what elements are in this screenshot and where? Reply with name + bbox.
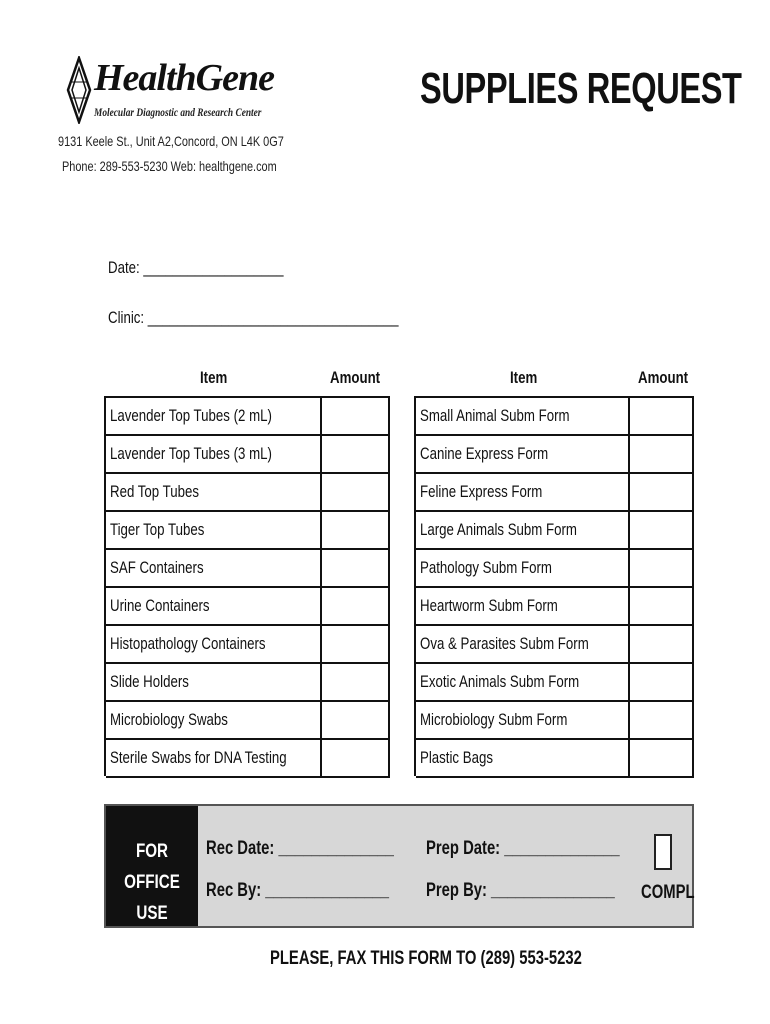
item-label: Ova & Parasites Subm Form: [420, 634, 589, 653]
amount-cell[interactable]: [322, 398, 390, 434]
table-row: [416, 588, 694, 626]
item-label: SAF Containers: [110, 558, 204, 577]
dna-helix-icon: [66, 56, 92, 124]
left-supplies-table: [104, 368, 390, 778]
amount-header: Amount: [330, 368, 381, 387]
amount-cell[interactable]: [322, 474, 390, 510]
rec-by-field[interactable]: Rec By: _______________: [206, 880, 389, 901]
item-cell: [416, 436, 630, 472]
item-cell: [416, 398, 630, 434]
table-row: [106, 664, 390, 702]
amount-cell[interactable]: [630, 474, 694, 510]
right-forms-table: [414, 368, 694, 778]
amount-cell[interactable]: [322, 436, 390, 472]
table-row: [416, 398, 694, 436]
amount-cell[interactable]: [630, 398, 694, 434]
amount-header: Amount: [638, 368, 689, 387]
table-row: [106, 550, 390, 588]
item-label: Microbiology Subm Form: [420, 710, 568, 729]
table-row: [106, 436, 390, 474]
item-label: Plastic Bags: [420, 748, 493, 767]
item-header: Item: [200, 368, 228, 387]
item-cell: [106, 512, 322, 548]
amount-cell[interactable]: [630, 436, 694, 472]
item-cell: [106, 588, 322, 624]
item-cell: [416, 740, 630, 776]
item-cell: [106, 702, 322, 738]
item-cell: [416, 588, 630, 624]
item-cell: [416, 550, 630, 586]
table-row: [106, 474, 390, 512]
amount-cell[interactable]: [630, 550, 694, 586]
address-text: 9131 Keele St., Unit A2,Concord, ON L4K 0G7: [58, 133, 284, 149]
item-label: Feline Express Form: [420, 482, 543, 501]
item-label: Urine Containers: [110, 596, 210, 615]
logo-tagline: Molecular Diagnostic and Research Center: [94, 105, 262, 119]
item-label: Histopathology Containers: [110, 634, 266, 653]
date-field[interactable]: Date: ___________________: [108, 258, 284, 277]
item-cell: [106, 436, 322, 472]
amount-cell[interactable]: [322, 512, 390, 548]
item-label: Sterile Swabs for DNA Testing: [110, 748, 287, 767]
item-label: Small Animal Subm Form: [420, 406, 570, 425]
fax-instruction: PLEASE, FAX THIS FORM TO (289) 553-5232: [270, 948, 582, 969]
table-row: [416, 664, 694, 702]
logo-name: HealthGene: [94, 57, 274, 99]
clinic-field[interactable]: Clinic: __________________________________: [108, 308, 399, 327]
table-row: [106, 398, 390, 436]
item-cell: [106, 626, 322, 662]
item-label: Exotic Animals Subm Form: [420, 672, 580, 691]
item-label: Canine Express Form: [420, 444, 549, 463]
item-label: Lavender Top Tubes (3 mL): [110, 444, 272, 463]
item-label: Microbiology Swabs: [110, 710, 228, 729]
compl-checkbox[interactable]: [654, 834, 672, 870]
table-row: [106, 626, 390, 664]
page-title: SUPPLIES REQUEST: [420, 64, 742, 113]
item-label: Slide Holders: [110, 672, 189, 691]
prep-by-field[interactable]: Prep By: _______________: [426, 880, 615, 901]
item-cell: [416, 512, 630, 548]
item-label: Heartworm Subm Form: [420, 596, 558, 615]
table-row: [416, 550, 694, 588]
item-cell: [106, 550, 322, 586]
amount-cell[interactable]: [630, 740, 694, 776]
amount-cell[interactable]: [630, 664, 694, 700]
table-row: [416, 702, 694, 740]
compl-label: COMPL: [641, 882, 695, 903]
prep-date-field[interactable]: Prep Date: ______________: [426, 838, 620, 859]
item-header: Item: [510, 368, 538, 387]
item-cell: [416, 702, 630, 738]
amount-cell[interactable]: [322, 740, 390, 776]
item-cell: [106, 398, 322, 434]
healthgene-logo: [66, 56, 274, 124]
item-label: Lavender Top Tubes (2 mL): [110, 406, 272, 425]
item-cell: [106, 664, 322, 700]
table-row: [416, 740, 694, 778]
item-label: Red Top Tubes: [110, 482, 199, 501]
item-label: Large Animals Subm Form: [420, 520, 577, 539]
contact-text: Phone: 289-553-5230 Web: healthgene.com: [62, 158, 277, 174]
office-use-label: FOR OFFICE USE ONLY: [106, 806, 198, 926]
amount-cell[interactable]: [322, 550, 390, 586]
item-cell: [106, 474, 322, 510]
amount-cell[interactable]: [322, 702, 390, 738]
item-cell: [416, 626, 630, 662]
item-cell: [416, 474, 630, 510]
table-row: [106, 512, 390, 550]
table-row: [106, 702, 390, 740]
table-row: [416, 436, 694, 474]
amount-cell[interactable]: [322, 626, 390, 662]
table-row: [106, 588, 390, 626]
amount-cell[interactable]: [322, 588, 390, 624]
rec-date-field[interactable]: Rec Date: ______________: [206, 838, 394, 859]
item-label: Pathology Subm Form: [420, 558, 552, 577]
amount-cell[interactable]: [630, 588, 694, 624]
table-row: [416, 474, 694, 512]
amount-cell[interactable]: [630, 702, 694, 738]
amount-cell[interactable]: [322, 664, 390, 700]
table-row: [106, 740, 390, 778]
amount-cell[interactable]: [630, 626, 694, 662]
amount-cell[interactable]: [630, 512, 694, 548]
office-use-box: [104, 804, 695, 955]
item-label: Tiger Top Tubes: [110, 520, 205, 539]
table-row: [416, 512, 694, 550]
item-cell: [416, 664, 630, 700]
item-cell: [106, 740, 322, 776]
table-row: [416, 626, 694, 664]
